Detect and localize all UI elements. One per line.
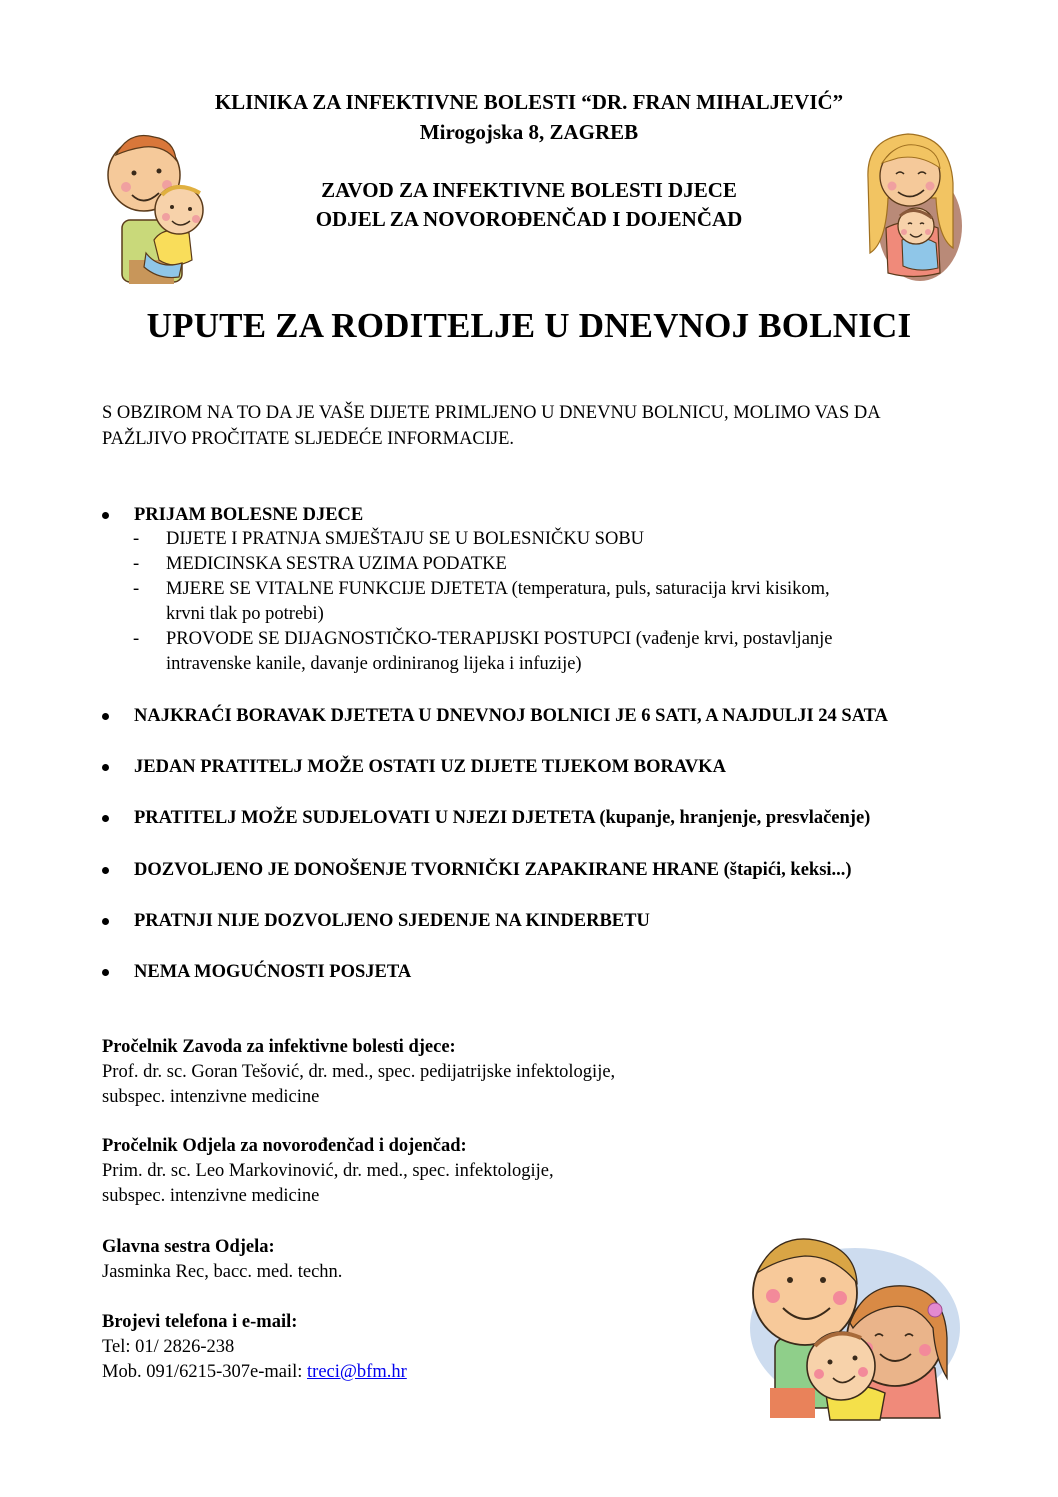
phone-tel: Tel: 01/ 2826-238 bbox=[102, 1337, 235, 1357]
admission-item bbox=[133, 627, 953, 677]
head-ward-block bbox=[102, 1134, 554, 1209]
bullet-rule bbox=[102, 908, 1002, 934]
head-department-label: Pročelnik Zavoda za infektivne bolesti djece: bbox=[102, 1037, 456, 1057]
head-department-block bbox=[102, 1035, 615, 1110]
email-link[interactable]: treci@bfm.hr bbox=[307, 1362, 407, 1382]
bullet-rule bbox=[102, 959, 1002, 985]
head-department-title: subspec. intenzivne medicine bbox=[102, 1087, 320, 1107]
head-ward-title: subspec. intenzivne medicine bbox=[102, 1186, 320, 1206]
bullet-rule bbox=[102, 754, 1002, 780]
bullet-icon bbox=[102, 867, 109, 874]
phone-mob: Mob. 091/6215-307e-mail: bbox=[102, 1362, 308, 1382]
intro-line-1: S OBZIROM NA TO DA JE VAŠE DIJETE PRIMLJENO U DNEVNU BOLNICU, MOLIMO VAS DA bbox=[102, 403, 881, 423]
family-illustration bbox=[735, 1228, 965, 1423]
rule-extra: (kupanje, hranjenje, presvlačenje) bbox=[599, 808, 871, 828]
rule-text: PRATITELJ MOŽE SUDJELOVATI U NJEZI DJETETA bbox=[134, 808, 595, 828]
clinic-name: KLINIKA ZA INFEKTIVNE BOLESTI “DR. FRAN MIHALJEVIĆ” bbox=[214, 90, 844, 114]
dash-icon: - bbox=[133, 529, 140, 549]
bullet-icon bbox=[102, 918, 109, 925]
head-department-name: Prof. dr. sc. Goran Tešović, dr. med., spec. pedijatrijske infektologije, bbox=[102, 1062, 616, 1082]
admission-item-detail: (temperatura, puls, saturacija krvi kisikom, bbox=[511, 579, 830, 599]
bullet-icon bbox=[102, 713, 109, 720]
page-title: UPUTE ZA RODITELJE U DNEVNOJ BOLNICI bbox=[146, 306, 912, 345]
admission-item-text: MEDICINSKA SESTRA UZIMA PODATKE bbox=[166, 554, 507, 574]
dash-icon: - bbox=[133, 554, 140, 574]
rule-text: JEDAN PRATITELJ MOŽE OSTATI UZ DIJETE TIJEKOM BORAVKA bbox=[134, 757, 726, 777]
admission-item bbox=[133, 552, 953, 577]
admission-item-text: MJERE SE VITALNE FUNKCIJE DJETETA bbox=[166, 579, 507, 599]
intro-line-2: PAŽLJIVO PROČITATE SLJEDEĆE INFORMACIJE. bbox=[102, 429, 515, 449]
head-ward-name: Prim. dr. sc. Leo Markovinović, dr. med., spec. infektologije, bbox=[102, 1161, 554, 1181]
admission-heading: PRIJAM BOLESNE DJECE bbox=[134, 505, 364, 525]
admission-item-detail-cont: intravenske kanile, davanje ordiniranog lijeka i infuzije) bbox=[166, 654, 582, 674]
head-nurse-label: Glavna sestra Odjela: bbox=[102, 1237, 275, 1257]
admission-item bbox=[133, 577, 953, 627]
rule-text: DOZVOLJENO JE DONOŠENJE TVORNIČKI ZAPAKIRANE HRANE bbox=[134, 860, 719, 880]
admission-item-detail: (vađenje krvi, postavljanje bbox=[635, 629, 833, 649]
ward-name: ODJEL ZA NOVOROĐENČAD I DOJENČAD bbox=[315, 207, 743, 231]
intro-text bbox=[102, 400, 962, 452]
rule-text: PRATNJI NIJE DOZVOLJENO SJEDENJE NA KINDERBETU bbox=[134, 911, 650, 931]
bullet-rule bbox=[102, 805, 1002, 831]
bullet-rule bbox=[102, 857, 1002, 883]
bullet-icon bbox=[102, 764, 109, 771]
bullet-icon bbox=[102, 815, 109, 822]
rule-text: NAJKRAĆI BORAVAK DJETETA U DNEVNOJ BOLNICI JE 6 SATI, A NAJDULJI 24 SATA bbox=[134, 706, 889, 726]
admission-item bbox=[133, 527, 953, 552]
department-name: ZAVOD ZA INFEKTIVNE BOLESTI DJECE bbox=[321, 178, 737, 202]
head-ward-label: Pročelnik Odjela za novorođenčad i dojenčad: bbox=[102, 1136, 467, 1156]
admission-item-text: DIJETE I PRATNJA SMJEŠTAJU SE U BOLESNIČKU SOBU bbox=[166, 529, 645, 549]
head-nurse-block bbox=[102, 1235, 342, 1285]
bullet-icon bbox=[102, 969, 109, 976]
father-baby-illustration bbox=[104, 125, 209, 285]
phones-block bbox=[102, 1310, 407, 1385]
phones-label: Brojevi telefona i e-mail: bbox=[102, 1312, 298, 1332]
bullet-admission bbox=[102, 502, 962, 528]
dash-icon: - bbox=[133, 579, 140, 599]
admission-item-text: PROVODE SE DIJAGNOSTIČKO-TERAPIJSKI POSTUPCI bbox=[166, 629, 632, 649]
head-nurse-name: Jasminka Rec, bacc. med. techn. bbox=[102, 1262, 343, 1282]
dash-icon: - bbox=[133, 629, 140, 649]
clinic-address: Mirogojska 8, ZAGREB bbox=[419, 120, 639, 144]
bullet-rule bbox=[102, 703, 1002, 729]
bullet-icon bbox=[102, 512, 109, 519]
mother-baby-illustration bbox=[858, 128, 963, 283]
rule-extra: (štapići, keksi...) bbox=[723, 860, 852, 880]
rule-text: NEMA MOGUĆNOSTI POSJETA bbox=[134, 962, 412, 982]
admission-item-detail-cont: krvni tlak po potrebi) bbox=[166, 604, 324, 624]
